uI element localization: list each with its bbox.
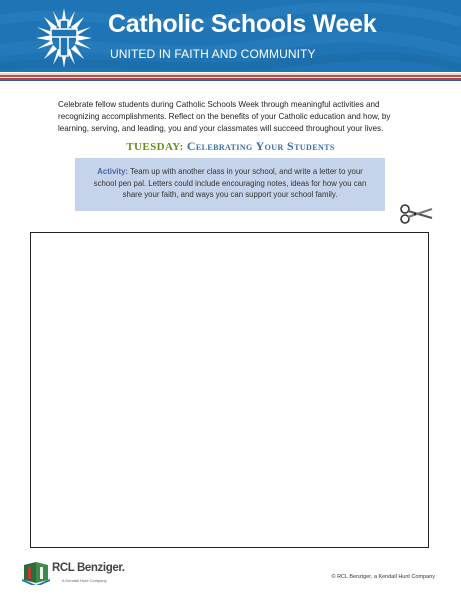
- copyright-notice: © RCL Benziger, a Kendall Hunt Company: [331, 574, 435, 580]
- publisher-name: RCL Benziger.: [52, 562, 125, 574]
- letter-writing-area[interactable]: [30, 232, 429, 548]
- page-subtitle: UNITED IN FAITH AND COMMUNITY: [110, 47, 316, 61]
- page-header: [0, 0, 461, 72]
- activity-text: Team up with another class in your school, and write a letter to your school pen pal. Letters could include encouraging notes, ideas for how you can share your faith, and ways you can support your school family.: [93, 167, 367, 199]
- activity-label: Activity:: [97, 167, 128, 176]
- cross-sunburst-icon: [36, 6, 92, 68]
- activity-box: [75, 158, 385, 211]
- rcl-benziger-logo: [22, 561, 50, 585]
- intro-paragraph: Celebrate fellow students during Catholic Schools Week through meaningful activities and recognizing accomplishments. Reflect on the benefits of your Catholic education and how, by learning, serving, and leading, you and your classmates will succeed throughout your lives.: [58, 100, 391, 133]
- day-heading: [0, 139, 461, 154]
- scissors-icon: [400, 203, 434, 225]
- header-stripes: [0, 72, 461, 81]
- day-label: TUESDAY:: [126, 141, 184, 153]
- publisher-subtext: A Kendall Hunt Company: [62, 578, 107, 583]
- day-theme: Celebrating Your Students: [186, 139, 335, 153]
- page-title: Catholic Schools Week: [108, 10, 377, 38]
